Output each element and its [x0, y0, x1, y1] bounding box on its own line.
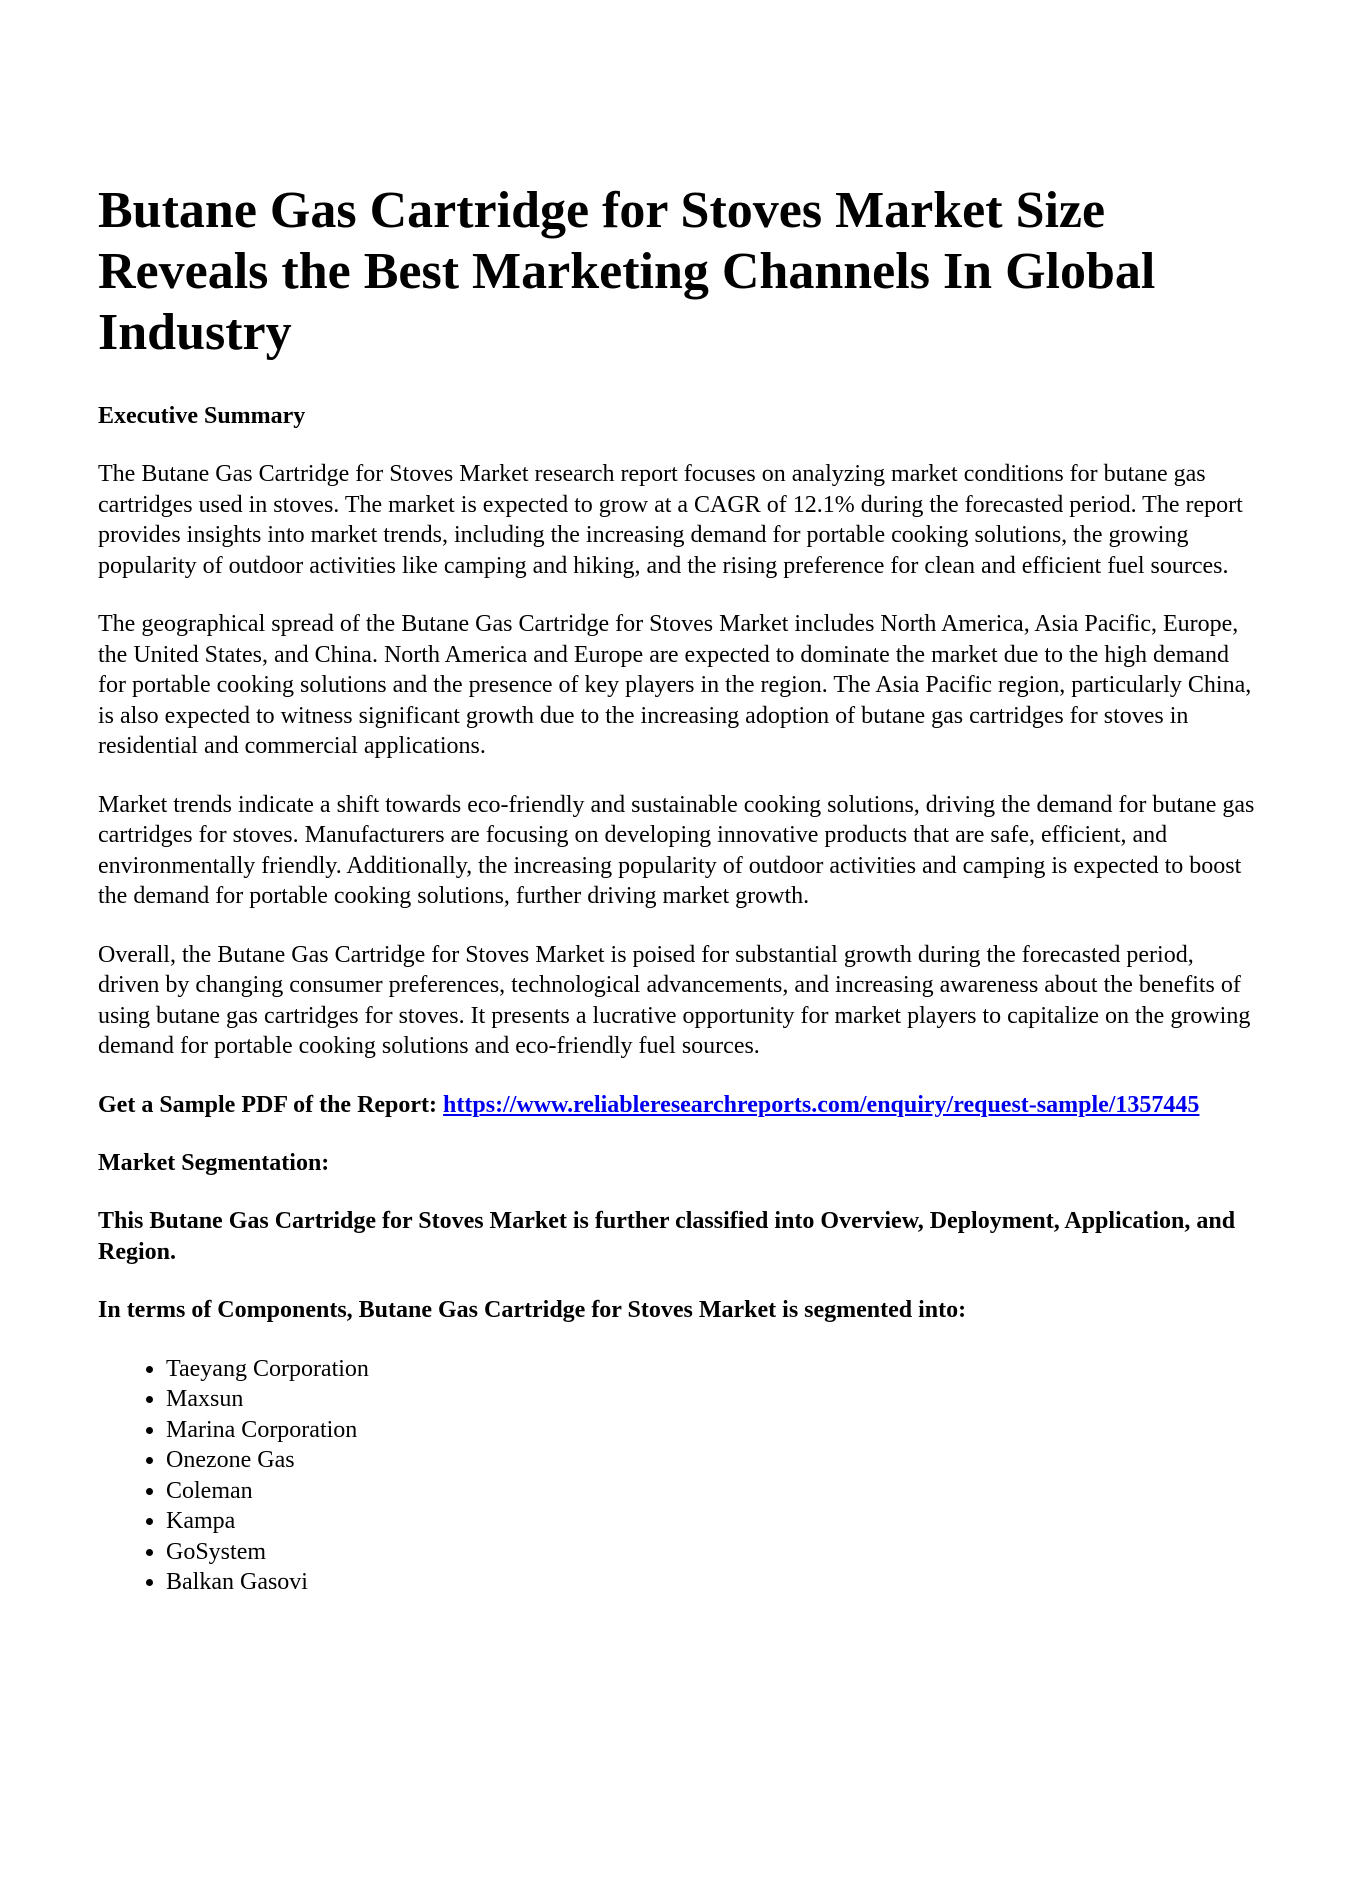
summary-paragraph-2: The geographical spread of the Butane Gas Cartridge for Stoves Market includes North America, Asia Pacific, Europe, the United States, and China. North America and Europe are expected to dominate the market due to the high demand for portable cooking solutions and the presence of key players in the region. The Asia Pacific region, particularly China, is also expected to witness significant growth due to the increasing adoption of butane gas cartridges for stoves in residential and commercial applications.: [98, 611, 1252, 759]
sample-pdf-line: [98, 1090, 1258, 1121]
components-heading: In terms of Components, Butane Gas Cartridge for Stoves Market is segmented into:: [98, 1297, 967, 1323]
list-item: • Coleman: [166, 1476, 1255, 1507]
market-segmentation-heading: Market Segmentation:: [98, 1150, 330, 1176]
executive-summary-heading: Executive Summary: [98, 403, 306, 429]
list-item: • Balkan Gasovi: [166, 1567, 1255, 1598]
list-item: • Taeyang Corporation: [166, 1354, 1255, 1385]
summary-paragraph-4: Overall, the Butane Gas Cartridge for Stoves Market is poised for substantial growth during the forecasted period, driven by changing consumer preferences, technological advancements, and increasing awareness about the benefits of using butane gas cartridges for stoves. It presents a lucrative opportunity for market players to capitalize on the growing demand for portable cooking solutions and eco-friendly fuel sources.: [98, 941, 1251, 1059]
list-item: • Onezone Gas: [166, 1445, 1255, 1476]
summary-paragraph-3: Market trends indicate a shift towards eco-friendly and sustainable cooking solutions, driving the demand for butane gas cartridges for stoves. Manufacturers are focusing on developing innovative products that are safe, efficient, and environmentally friendly. Additionally, the increasing popularity of outdoor activities and camping is expected to boost the demand for portable cooking solutions, further driving market growth.: [98, 791, 1255, 909]
classification-statement: This Butane Gas Cartridge for Stoves Market is further classified into Overview, Deployment, Application, and Region.: [98, 1208, 1236, 1265]
list-item: • Kampa: [166, 1506, 1255, 1537]
page-title: Butane Gas Cartridge for Stoves Market Size Reveals the Best Marketing Channels In Global Industry: [98, 182, 1156, 361]
list-item: • Maxsun: [166, 1384, 1255, 1415]
company-list: [98, 1354, 1255, 1598]
sample-pdf-label: Get a Sample PDF of the Report:: [98, 1091, 444, 1118]
summary-paragraph-1: The Butane Gas Cartridge for Stoves Market research report focuses on analyzing market conditions for butane gas cartridges used in stoves. The market is expected to grow at a CAGR of 12.1% during the forecasted period. The report provides insights into market trends, including the increasing demand for portable cooking solutions, the growing popularity of outdoor activities like camping and hiking, and the rising preference for clean and efficient fuel sources.: [98, 461, 1243, 579]
list-item: • Marina Corporation: [166, 1415, 1255, 1446]
list-item: • GoSystem: [166, 1537, 1255, 1568]
sample-pdf-link[interactable]: https://www.reliableresearchreports.com/enquiry/request-sample/1357445: [443, 1091, 1200, 1118]
